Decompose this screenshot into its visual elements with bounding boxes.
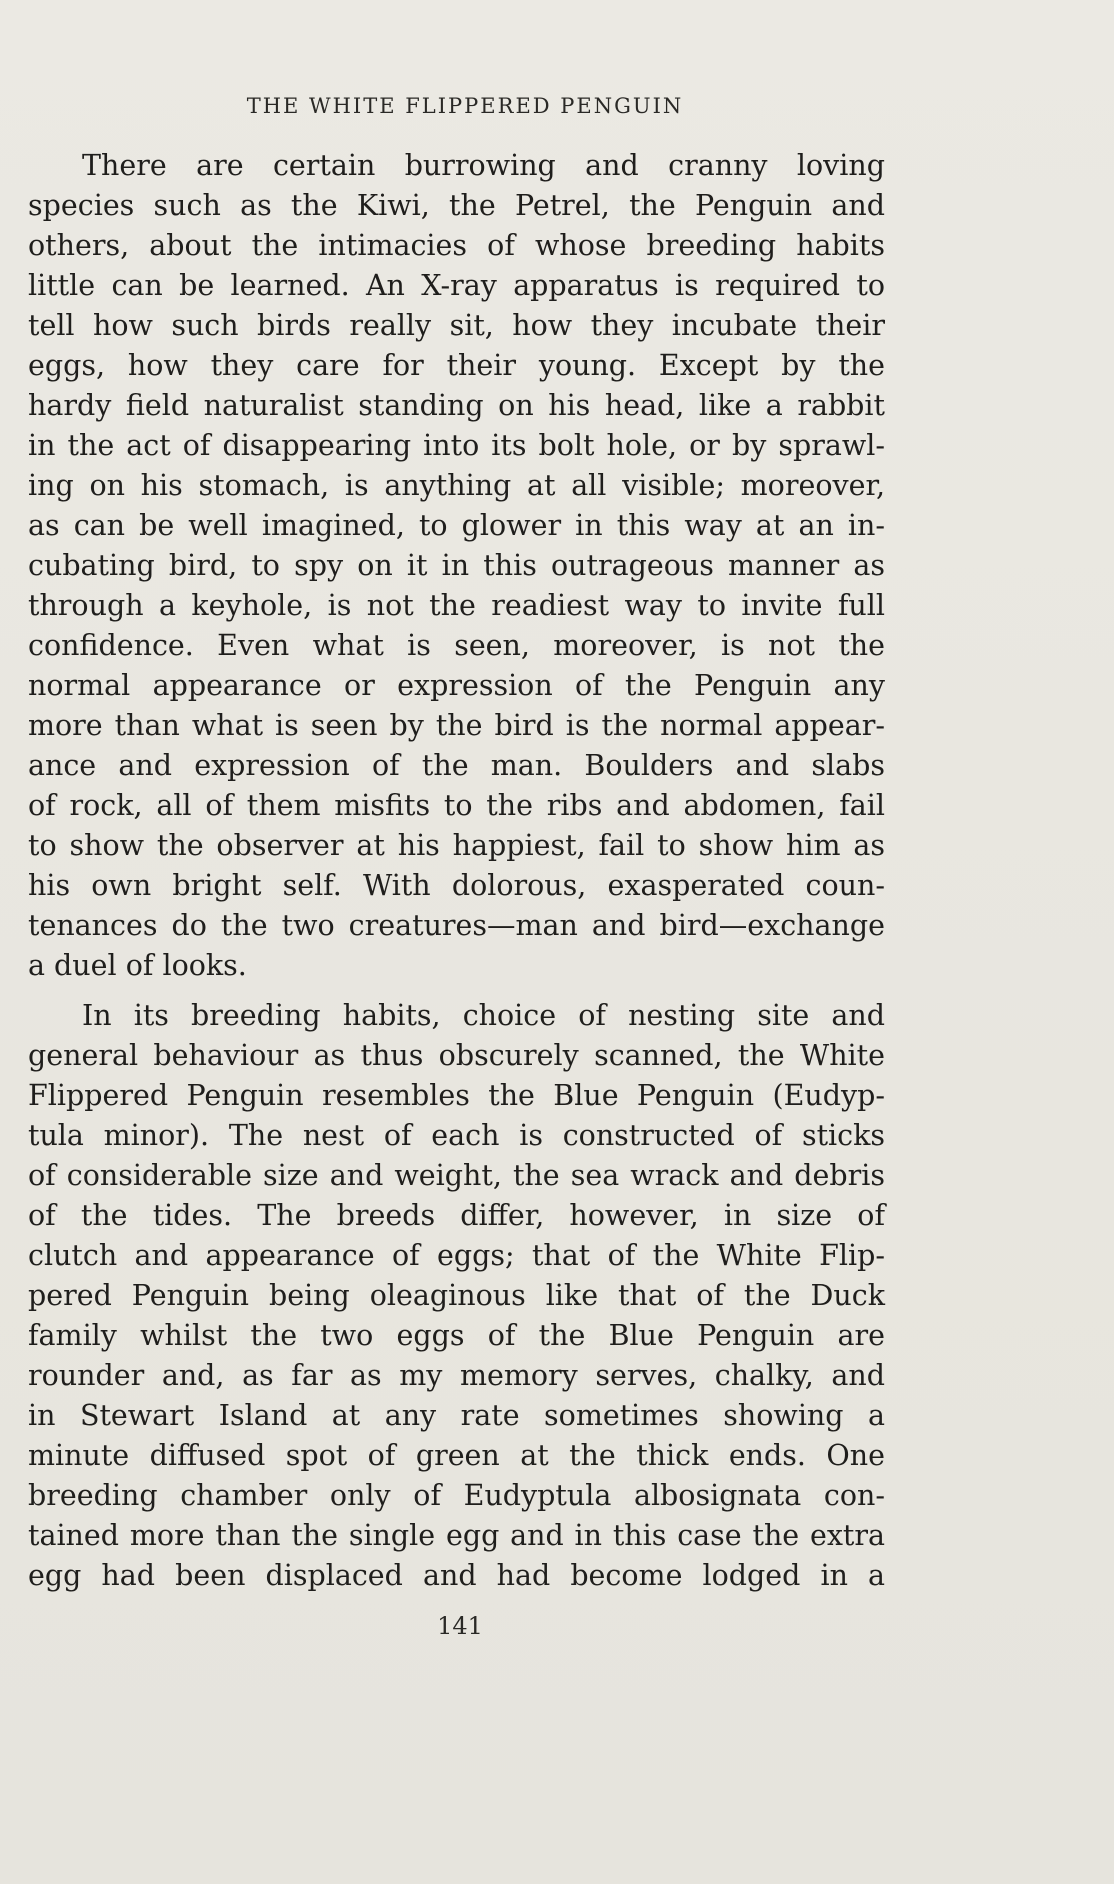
text-line: general behaviour as thus obscurely scanned, the White — [28, 1039, 885, 1072]
text-line: minute diffused spot of green at the thick ends. One — [28, 1439, 885, 1472]
text-line: cubating bird, to spy on it in this outrageous manner as — [28, 549, 885, 582]
text-line: confidence. Even what is seen, moreover, is not the — [28, 629, 885, 662]
text-line: of rock, all of them misfits to the ribs and abdomen, fail — [28, 789, 885, 822]
text-line: ance and expression of the man. Boulders and slabs — [28, 749, 885, 782]
text-line: species such as the Kiwi, the Petrel, the Penguin and — [28, 189, 885, 222]
text-line: more than what is seen by the bird is the normal appear- — [28, 709, 885, 742]
text-line: egg had been displaced and had become lodged in a — [28, 1559, 885, 1592]
text-line: clutch and appearance of eggs; that of the White Flip- — [28, 1239, 885, 1272]
text-line: Flippered Penguin resembles the Blue Penguin (Eudyp- — [28, 1079, 885, 1112]
text-line: hardy field naturalist standing on his head, like a rabbit — [28, 389, 885, 422]
text-line: of the tides. The breeds differ, however, in size of — [28, 1199, 885, 1232]
running-head: THE WHITE FLIPPERED PENGUIN — [246, 94, 684, 118]
text-line: rounder and, as far as my memory serves, chalky, and — [28, 1359, 885, 1392]
text-line: tained more than the single egg and in this case the extra — [28, 1519, 885, 1552]
text-line: in the act of disappearing into its bolt hole, or by sprawl- — [28, 429, 885, 462]
text-line: in Stewart Island at any rate sometimes showing a — [28, 1399, 885, 1432]
text-line: eggs, how they care for their young. Except by the — [28, 349, 885, 382]
text-line: little can be learned. An X-ray apparatus is required to — [28, 269, 885, 302]
text-line: to show the observer at his happiest, fail to show him as — [28, 829, 885, 862]
text-line: tenances do the two creatures—man and bird—exchange — [28, 909, 885, 942]
text-line: through a keyhole, is not the readiest way to invite full — [28, 589, 885, 622]
text-line: There are certain burrowing and cranny loving — [82, 149, 885, 182]
text-line: as can be well imagined, to glower in this way at an in- — [28, 509, 885, 542]
paragraph-1 — [28, 146, 885, 986]
paragraph-2 — [28, 996, 885, 1596]
text-line: normal appearance or expression of the Penguin any — [28, 669, 885, 702]
text-line: his own bright self. With dolorous, exasperated coun- — [28, 869, 885, 902]
text-line: family whilst the two eggs of the Blue Penguin are — [28, 1319, 885, 1352]
body-text — [28, 146, 885, 1596]
text-line: others, about the intimacies of whose breeding habits — [28, 229, 885, 262]
text-line: a duel of looks. — [28, 949, 247, 982]
text-line: of considerable size and weight, the sea wrack and debris — [28, 1159, 885, 1192]
text-line: ing on his stomach, is anything at all visible; moreover, — [28, 469, 885, 502]
text-line: breeding chamber only of Eudyptula albosignata con- — [28, 1479, 885, 1512]
text-line: tula minor). The nest of each is constructed of sticks — [28, 1119, 885, 1152]
text-line: tell how such birds really sit, how they incubate their — [28, 309, 885, 342]
text-line: pered Penguin being oleaginous like that of the Duck — [28, 1279, 885, 1312]
page-number: 141 — [437, 1612, 483, 1640]
text-line: In its breeding habits, choice of nesting site and — [82, 999, 885, 1032]
